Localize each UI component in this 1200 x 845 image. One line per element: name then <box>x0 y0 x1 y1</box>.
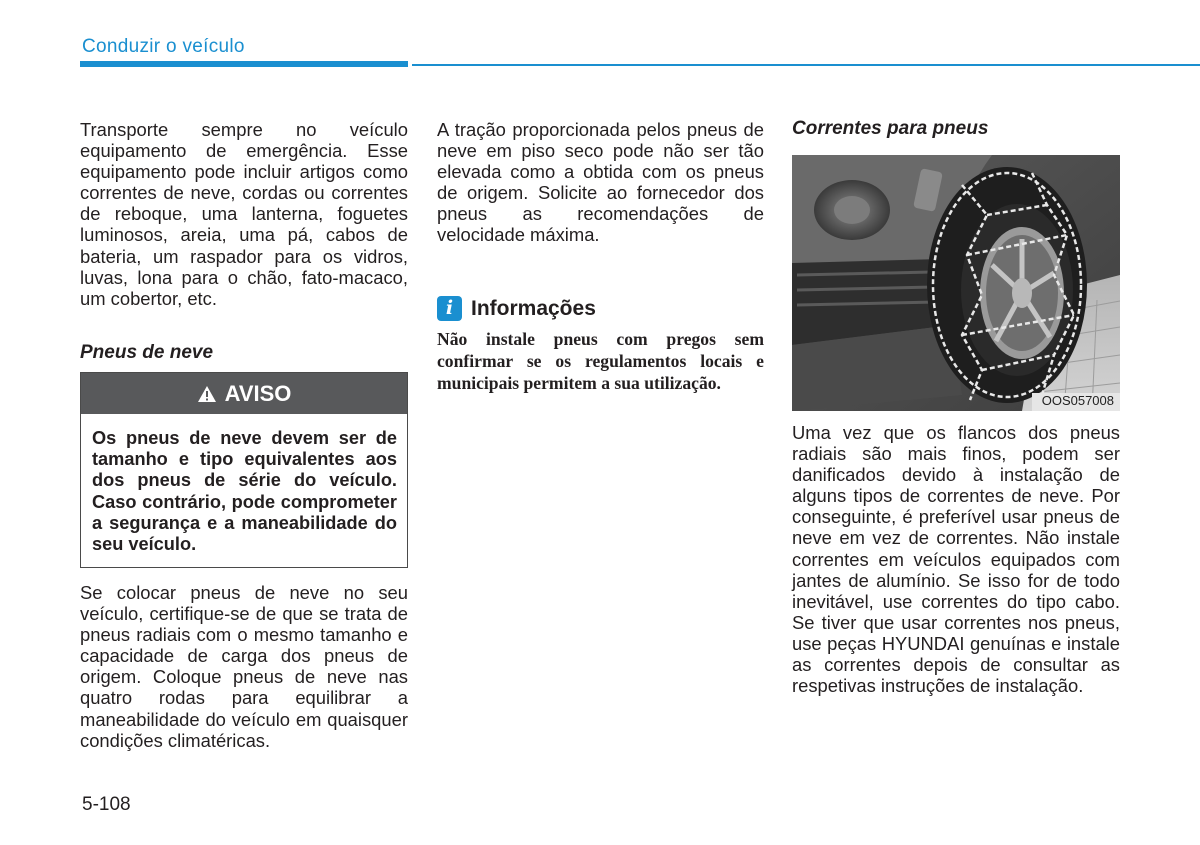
header-rule-thin <box>412 64 1200 66</box>
traction-paragraph: A tração proporcionada pelos pneus de neve em piso seco pode não ser tão elevada como a obtida com os pneus de origem. Solicite ao fornecedor dos pneus as recomendações de velocidade máxima. <box>437 119 764 246</box>
info-title: Informações <box>471 296 596 320</box>
tire-chains-paragraph: Uma vez que os flancos dos pneus radiais são mais finos, podem ser danificados devido à instalação de alguns tipos de correntes de neve. Por conseguinte, é preferível usar pneus de neve em vez de correntes. Não instale correntes em veículos equipados com jantes de alumínio. Se isso for de todo inevitável, use correntes do tipo cabo. Se tiver que usar correntes nos pneus, use peças HYUNDAI genuínas e instale as correntes depois de consultar as respetivas instruções de instalação. <box>792 422 1120 697</box>
tire-chain-figure <box>792 155 1120 411</box>
snow-tires-paragraph: Se colocar pneus de neve no seu veículo, certifique-se de que se trata de pneus radiais com o mesmo tamanho e capacidade de carga dos pneus de origem. Coloque pneus de neve nas quatro rodas para equilibrar a maneabilidade do veículo em quaisquer condições climatéricas. <box>80 582 408 751</box>
info-text: Não instale pneus com pregos sem confirmar se os regulamentos locais e municipais permitem a sua utilização. <box>437 329 764 393</box>
tire-chain-illustration <box>792 155 1120 411</box>
warning-text: Os pneus de neve devem ser de tamanho e tipo equivalentes aos dos pneus de série do veículo. Caso contrário, pode comprometer a segurança e a maneabilidade do seu veículo. <box>92 428 397 555</box>
page-number: 5-108 <box>82 794 131 815</box>
warning-header <box>81 373 407 414</box>
figure-caption: OOS057008 <box>1041 393 1114 408</box>
emergency-equipment-paragraph: Transporte sempre no veículo equipamento de emergência. Esse equipamento pode incluir artigos como correntes de neve, cordas ou correntes de reboque, uma lanterna, foguetes luminosos, areia, uma pá, cabos de bateria, um raspador para os vidros, luvas, lona para o chão, fato-macaco, um cobertor, etc. <box>80 119 408 309</box>
warning-label: AVISO <box>224 380 292 406</box>
tire-chains-heading: Correntes para pneus <box>792 118 989 139</box>
section-title: Conduzir o veículo <box>82 36 245 57</box>
snow-tires-heading: Pneus de neve <box>80 342 214 363</box>
info-heading <box>437 296 596 321</box>
warning-triangle-icon <box>197 385 217 403</box>
warning-box <box>80 372 408 568</box>
info-icon: i <box>437 296 462 321</box>
header-rule-thick <box>80 61 408 67</box>
